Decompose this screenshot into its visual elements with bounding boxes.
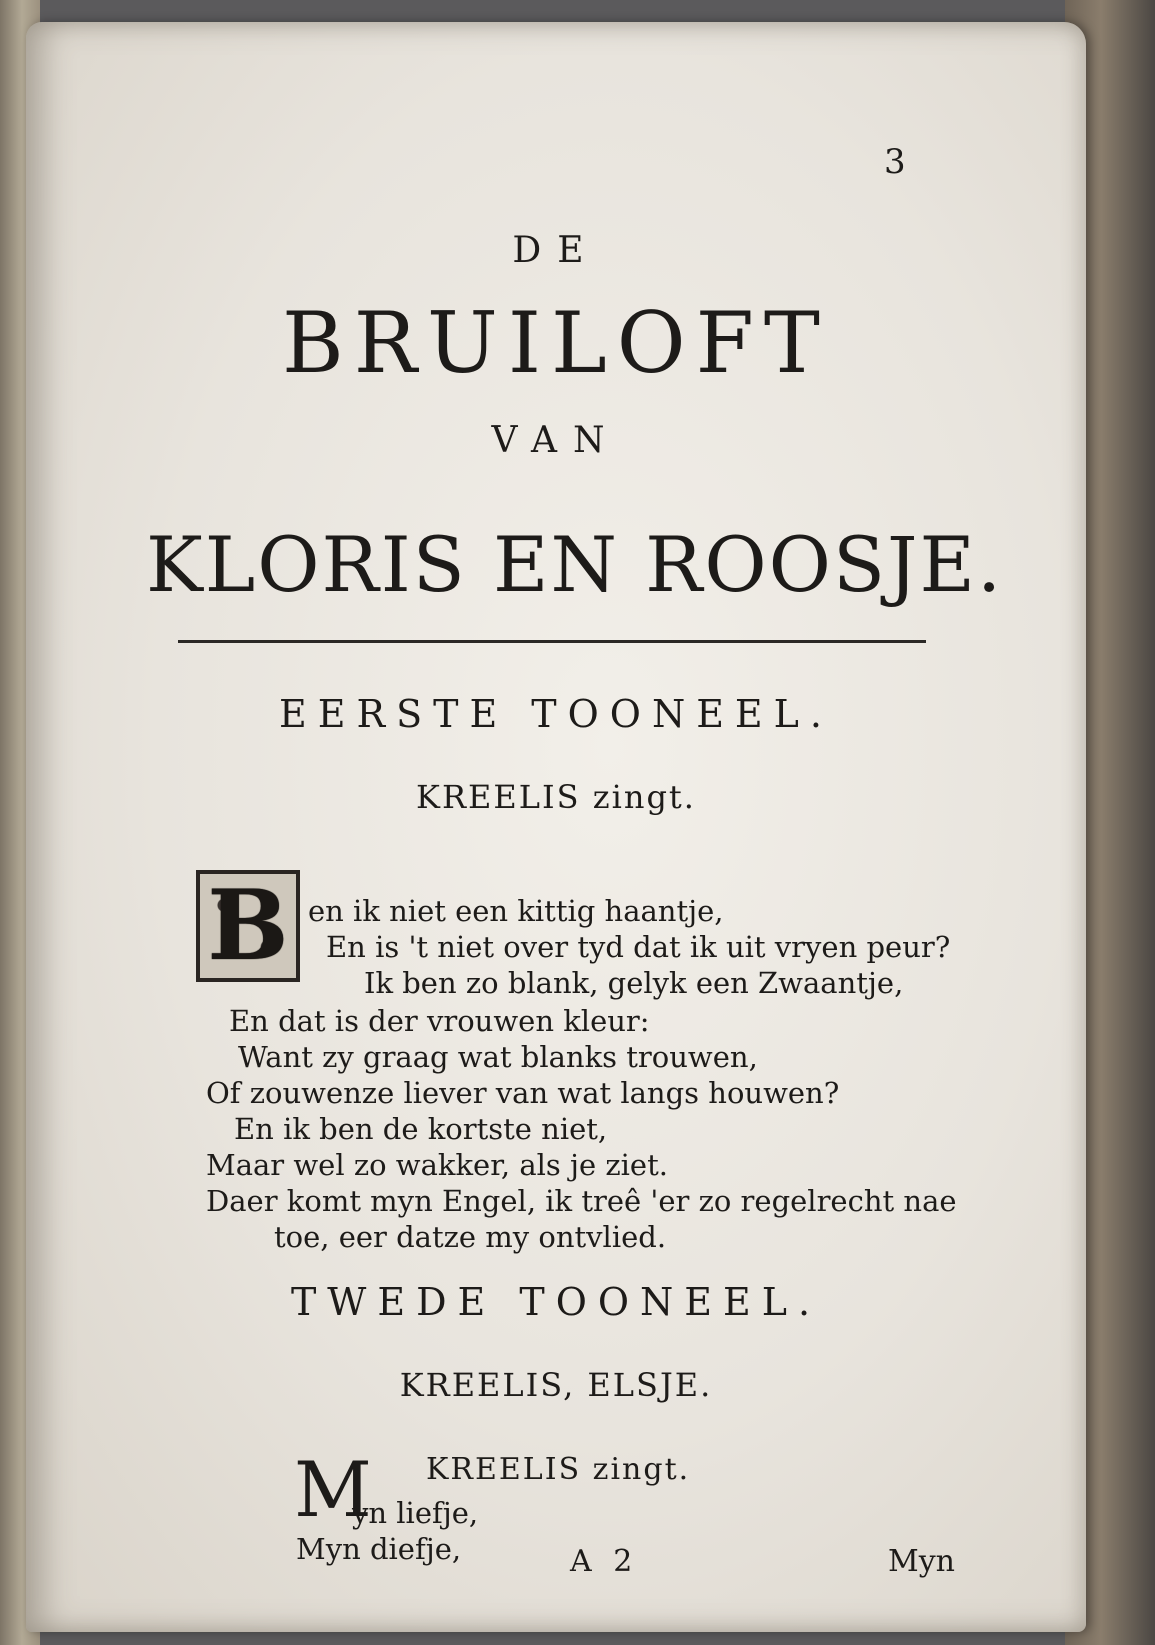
title-rule (178, 640, 926, 643)
verse-line: Of zouwenze liever van wat langs houwen? (206, 1076, 840, 1110)
page-number: 3 (884, 142, 906, 182)
catchword: Myn (888, 1544, 955, 1579)
speakers-kreelis-elsje: KREELIS, ELSJE. (399, 1366, 713, 1404)
verse-line: Ik ben zo blank, gelyk een Zwaantje, (364, 966, 904, 1000)
book-page (26, 22, 1086, 1632)
verse-line: Daer komt myn Engel, ik treê 'er zo regelrecht nae (206, 1184, 957, 1218)
scene-heading-eerste: EERSTE TOONEEL. (279, 692, 833, 736)
speaker-kreelis-zingt: KREELIS zingt. (416, 778, 696, 816)
dropcap-m: M (294, 1445, 372, 1534)
verse-line: En ik ben de kortste niet, (234, 1112, 608, 1146)
verse-line: Maar wel zo wakker, als je ziet. (206, 1148, 668, 1182)
verse-line: En is 't niet over tyd dat ik uit vryen peur? (326, 930, 951, 964)
verse-line: toe, eer datze my ontvlied. (274, 1220, 667, 1254)
verse-line: Want zy graag wat blanks trouwen, (238, 1040, 758, 1074)
signature-mark: A 2 (570, 1544, 639, 1579)
title-line-van: VAN (491, 420, 621, 461)
verse-line: yn liefje, (352, 1496, 479, 1530)
dropcap-letter: B (207, 869, 289, 982)
speaker-kreelis-zingt-2: KREELIS zingt. (426, 1452, 691, 1487)
title-line-kloris-en-roosje: KLORIS EN ROOSJE. (146, 520, 1004, 609)
title-line-de: DE (512, 230, 600, 271)
scene-heading-twede: TWEDE TOONEEL. (290, 1280, 822, 1324)
verse-line: Myn diefje, (296, 1532, 462, 1566)
verse-line: en ik niet een kittig haantje, (308, 894, 724, 928)
ornamental-dropcap (196, 870, 300, 982)
verse-line: En dat is der vrouwen kleur: (229, 1004, 650, 1038)
title-line-bruiloft: BRUILOFT (282, 294, 830, 392)
